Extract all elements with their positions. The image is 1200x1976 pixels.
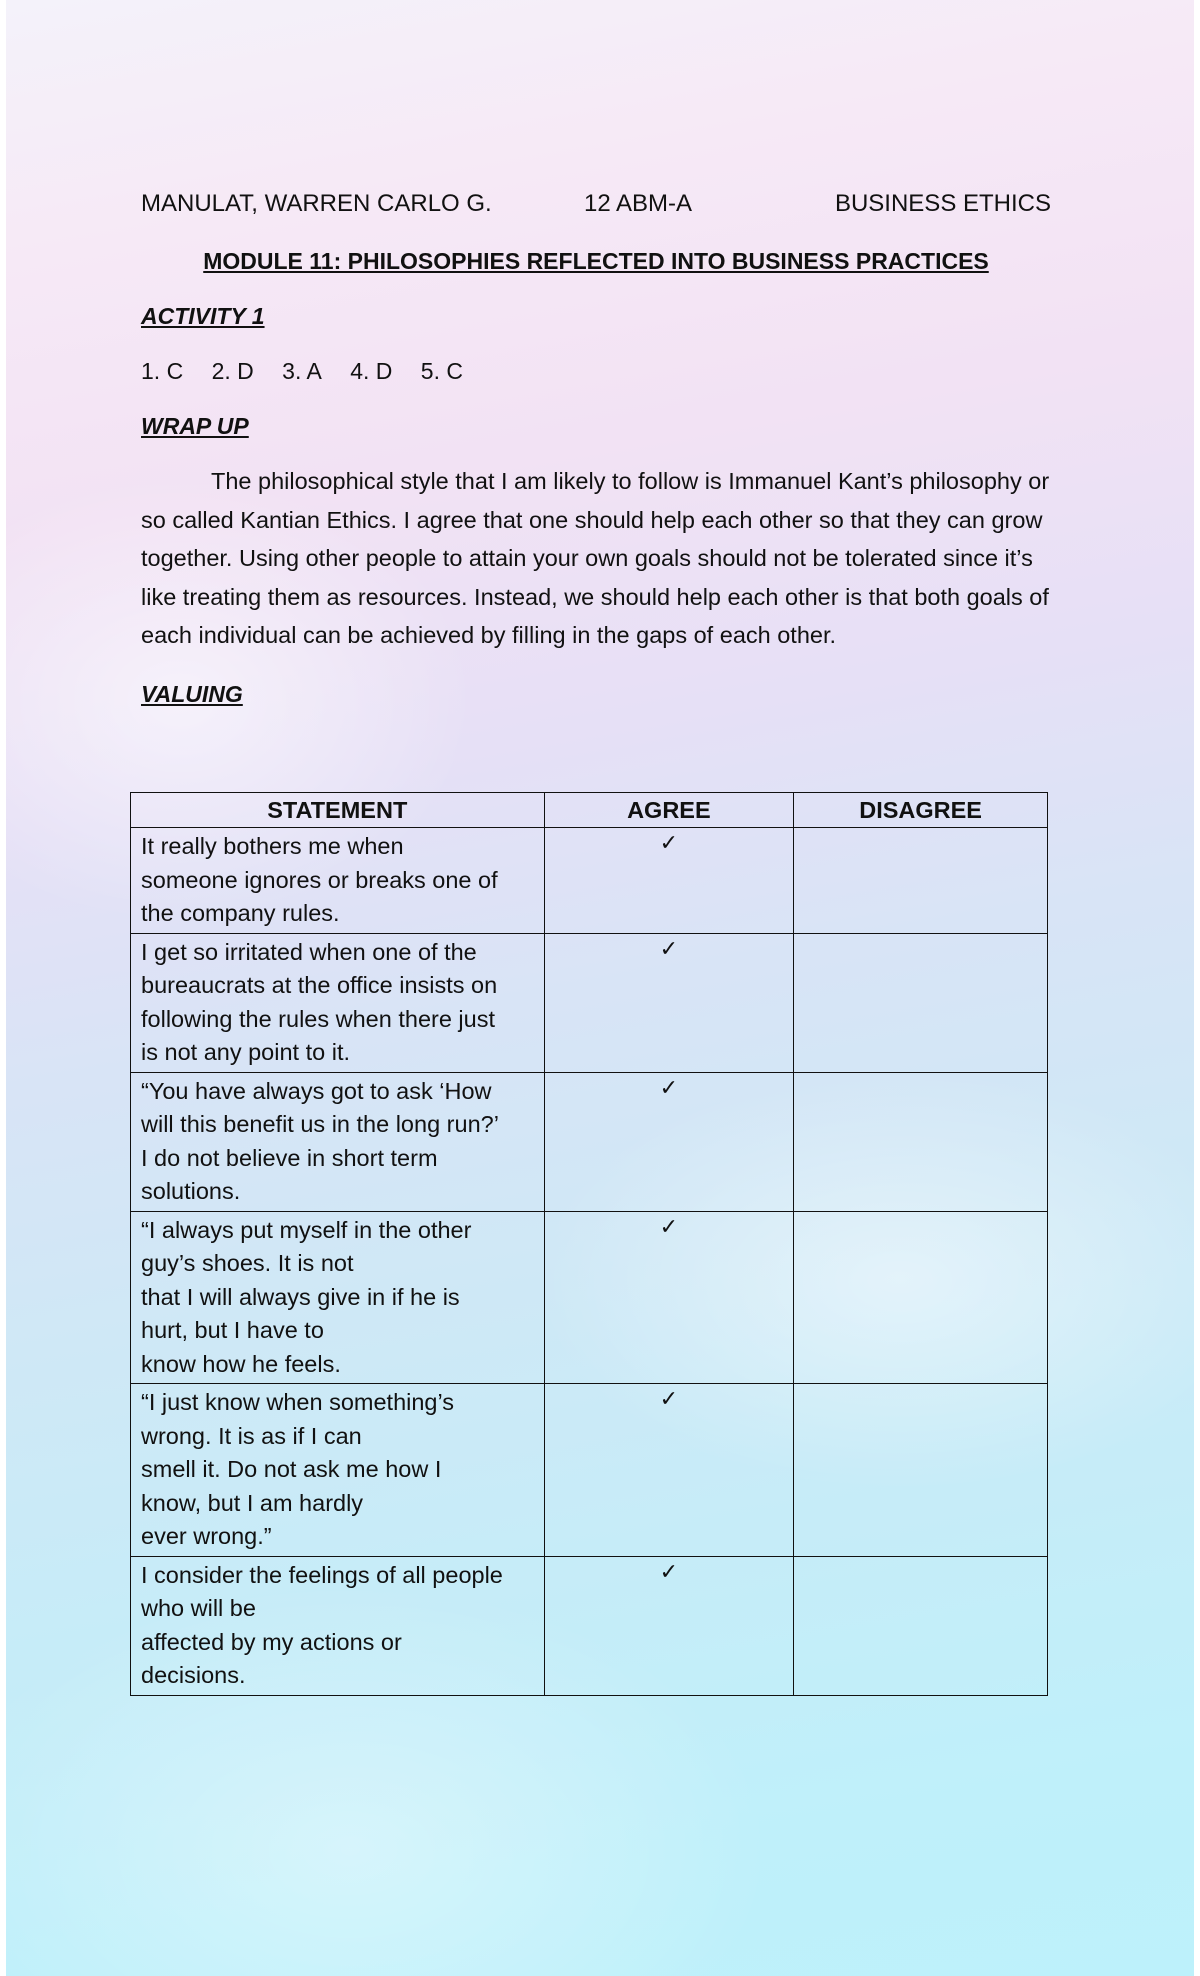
statement-line: ever wrong.” [141, 1523, 272, 1549]
disagree-cell [794, 933, 1048, 1072]
statement-cell [131, 1384, 545, 1557]
valuing-heading: VALUING [141, 680, 243, 707]
statement-line: “You have always got to ask ‘How [141, 1077, 492, 1104]
statement-line: decisions. [141, 1662, 246, 1688]
answer-item: 5. C [420, 358, 463, 384]
page-edge-right [1194, 0, 1200, 1976]
statement-line: “I just know when something’s [141, 1389, 455, 1415]
agree-cell [544, 1072, 794, 1211]
table-row [131, 933, 1048, 1072]
answer-item: 2. D [211, 358, 254, 384]
table-row [131, 1072, 1048, 1211]
statement-line: I get so irritated when one of the [141, 938, 477, 965]
column-header-agree: AGREE [544, 793, 794, 828]
module-title: MODULE 11: PHILOSOPHIES REFLECTED INTO BUSINESS PRACTICES [203, 248, 989, 274]
table-row [131, 828, 1048, 934]
table-row [131, 1211, 1048, 1384]
disagree-cell [794, 1072, 1048, 1211]
agree-cell [544, 933, 794, 1072]
disagree-cell [794, 1384, 1048, 1557]
statement-line: It really bothers me when [141, 833, 404, 859]
checkmark-icon: ✓ [659, 830, 679, 855]
statement-cell [131, 1072, 545, 1211]
disagree-cell [794, 828, 1048, 934]
table-header-row [131, 793, 1048, 828]
header-line [141, 190, 1051, 226]
statement-line: wrong. It is as if I can [141, 1422, 362, 1449]
statement-line: smell it. Do not ask me how I [141, 1456, 442, 1482]
agree-cell [544, 828, 794, 934]
statement-line: know how he feels. [141, 1350, 341, 1377]
agree-cell [544, 1211, 794, 1384]
statement-line: someone ignores or breaks one of [141, 866, 498, 893]
disagree-cell [794, 1211, 1048, 1384]
agree-cell [544, 1384, 794, 1557]
valuing-table [130, 792, 1048, 1696]
statement-line: I do not believe in short term [141, 1144, 438, 1171]
statement-line: that I will always give in if he is [141, 1283, 460, 1310]
checkmark-icon: ✓ [659, 1213, 679, 1239]
table-row [131, 1556, 1048, 1695]
statement-line: “I always put myself in the other [141, 1216, 472, 1243]
wrap-up-paragraph: The philosophical style that I am likely to follow is Immanuel Kant’s philosophy or so called Kantian Ethics. I agree that one should help each other so that they can grow together. Using other people to attain your own goals should not be tolerated since it’s like treating them as resources. Instead, we should help each other is that both goals of each individual can be achieved by filling in the gaps of each other. [141, 468, 1050, 648]
statement-cell [131, 828, 545, 934]
statement-line: following the rules when there just [141, 1005, 496, 1032]
statement-line: know, but I am hardly [141, 1489, 364, 1516]
checkmark-icon: ✓ [659, 1074, 679, 1100]
student-section: 12 ABM-A [584, 190, 693, 217]
activity1-heading: ACTIVITY 1 [141, 303, 265, 329]
statement-line: who will be [141, 1595, 256, 1621]
answer-item: 4. D [350, 358, 393, 384]
statement-cell [131, 1556, 545, 1695]
statement-cell [131, 1211, 545, 1384]
statement-line: bureaucrats at the office insists on [141, 972, 498, 998]
checkmark-icon: ✓ [659, 935, 679, 961]
statement-cell [131, 933, 545, 1072]
statement-line: guy’s shoes. It is not [141, 1250, 354, 1276]
checkmark-icon: ✓ [659, 1558, 679, 1584]
disagree-cell [794, 1556, 1048, 1695]
subject-name: BUSINESS ETHICS [834, 190, 1051, 217]
checkmark-icon: ✓ [659, 1386, 679, 1411]
answer-item: 1. C [141, 358, 184, 384]
wrap-up-heading: WRAP UP [141, 413, 249, 439]
statement-line: the company rules. [141, 900, 340, 926]
statement-line: solutions. [141, 1178, 241, 1204]
statement-line: is not any point to it. [141, 1039, 351, 1065]
statement-line: I consider the feelings of all people [141, 1561, 503, 1588]
agree-cell [544, 1556, 794, 1695]
statement-line: will this benefit us in the long run?’ [141, 1111, 499, 1137]
statement-line: hurt, but I have to [141, 1317, 324, 1343]
column-header-disagree: DISAGREE [794, 793, 1048, 828]
student-name: MANULAT, WARREN CARLO G. [141, 190, 492, 217]
statement-line: affected by my actions or [141, 1628, 402, 1655]
activity1-answers [141, 358, 1051, 385]
table-row [131, 1384, 1048, 1557]
answer-item: 3. A [282, 358, 322, 384]
page-edge-left [0, 0, 6, 1976]
column-header-statement: STATEMENT [131, 793, 545, 828]
document-content [141, 190, 1051, 708]
